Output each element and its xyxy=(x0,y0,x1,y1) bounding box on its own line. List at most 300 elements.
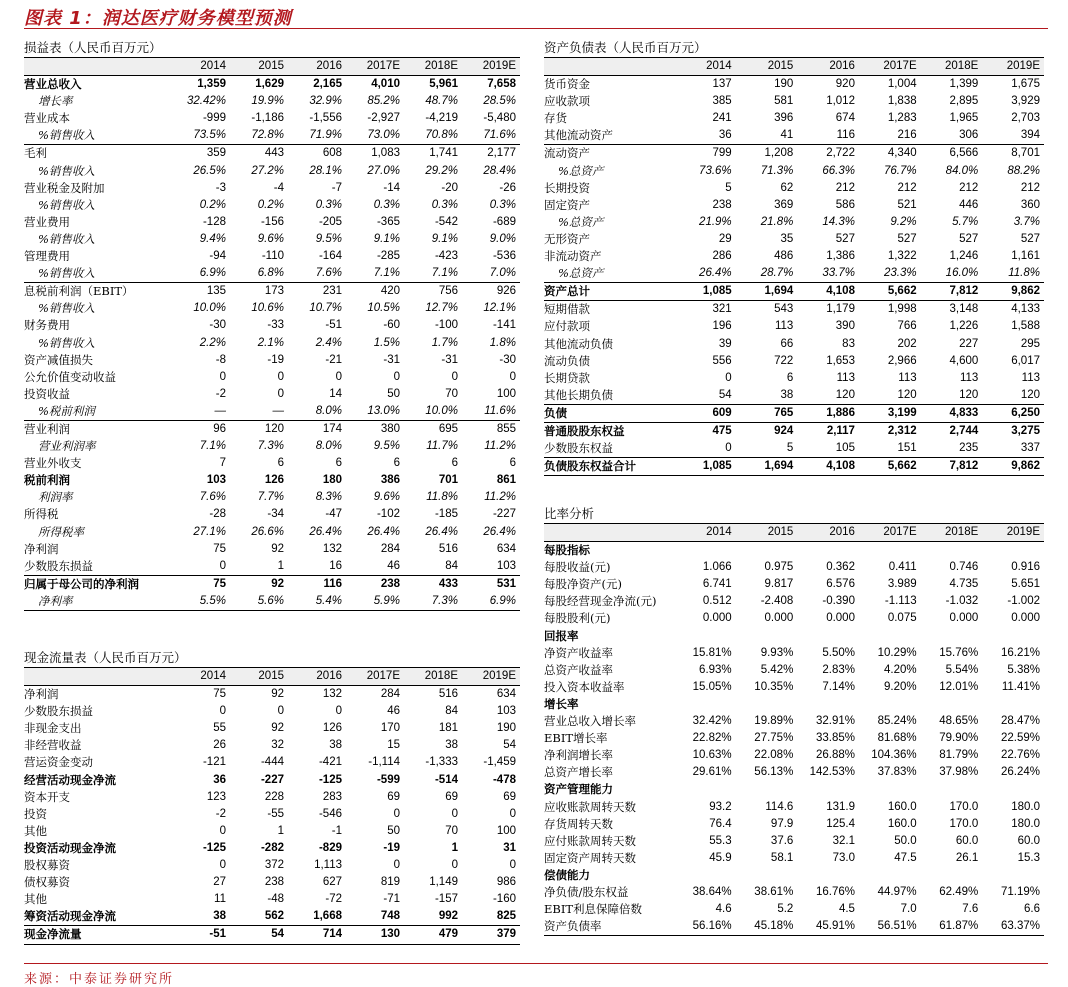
value-cell: 4,010 xyxy=(371,78,400,91)
value-cell: -0.390 xyxy=(822,595,855,608)
value-cell: 8.3% xyxy=(315,491,342,504)
value-cell: 926 xyxy=(496,285,516,298)
value-cell: 212 xyxy=(959,181,979,194)
value-cell: -8 xyxy=(215,353,226,366)
row-label: 股权募资 xyxy=(24,858,70,873)
year-header-row xyxy=(544,58,1044,76)
value-cell: 113 xyxy=(898,371,917,384)
table-row xyxy=(544,781,1044,798)
value-cell: 8,701 xyxy=(1011,147,1040,160)
table-row xyxy=(544,696,1044,713)
row-label: 资本开支 xyxy=(24,789,70,804)
value-cell: 394 xyxy=(982,127,1044,145)
value-cell: 7 xyxy=(219,457,226,470)
row-label: 营业外收支 xyxy=(24,456,82,471)
value-cell: 45.9 xyxy=(709,851,732,864)
value-cell: 114.6 xyxy=(765,800,794,813)
value-cell: 1,588 xyxy=(1011,320,1040,333)
value-cell: 37.83% xyxy=(877,766,917,779)
source-note: 来源：中泰证券研究所 xyxy=(24,972,175,987)
value-cell: -2,927 xyxy=(367,112,400,125)
row-label: 总资产增长率 xyxy=(544,765,613,780)
value-cell: 0 xyxy=(725,442,732,455)
value-cell: 0.2% xyxy=(199,198,226,211)
value-cell: 5 xyxy=(725,181,732,194)
value-cell: 609 xyxy=(674,404,736,422)
value-cell: 9.20% xyxy=(884,680,917,693)
value-cell: 0 xyxy=(219,824,226,837)
table-row xyxy=(544,559,1044,576)
table-row xyxy=(544,93,1044,110)
value-cell: 1 xyxy=(451,841,458,854)
year-header-row xyxy=(24,668,520,686)
value-cell xyxy=(982,628,1044,645)
value-cell: 5.54% xyxy=(945,663,979,676)
value-cell: 0.3% xyxy=(315,198,342,211)
value-cell: 4,340 xyxy=(887,147,917,160)
value-cell: 0 xyxy=(725,371,732,384)
value-cell: 0 xyxy=(451,859,458,872)
value-cell: 556 xyxy=(712,354,732,367)
value-cell: -121 xyxy=(202,756,226,769)
value-cell: 32.91% xyxy=(815,715,855,728)
value-cell: 41 xyxy=(736,127,798,145)
value-cell: 29.2% xyxy=(425,164,458,177)
value-cell: 4.20% xyxy=(884,663,917,676)
row-label: 少数股东损益 xyxy=(24,704,93,719)
table-row xyxy=(24,369,520,386)
value-cell: -51 xyxy=(172,926,230,944)
value-cell: 1,161 xyxy=(1011,250,1040,263)
value-cell xyxy=(674,781,736,798)
value-cell: 11.7% xyxy=(426,440,458,453)
table-row xyxy=(544,370,1044,387)
value-cell: 0.000 xyxy=(764,612,794,625)
value-cell: 359 xyxy=(206,147,226,160)
value-cell xyxy=(736,628,798,645)
value-cell: -4,219 xyxy=(425,112,458,125)
value-cell: 228 xyxy=(264,790,284,803)
value-cell: 92 xyxy=(271,542,284,555)
value-cell: 81.79% xyxy=(939,749,979,762)
row-label: 归属于母公司的净利润 xyxy=(24,575,172,593)
value-cell: 212 xyxy=(835,181,855,194)
value-cell: 27 xyxy=(213,876,226,889)
value-cell: -125 xyxy=(318,773,342,786)
value-cell: 85.24% xyxy=(877,715,917,728)
value-cell: 479 xyxy=(404,926,462,944)
value-cell: -365 xyxy=(376,215,400,228)
value-cell: 5.9% xyxy=(346,593,404,611)
value-cell: 113 xyxy=(959,371,979,384)
row-label: 其他 xyxy=(24,892,47,907)
value-cell: -71 xyxy=(383,893,400,906)
row-label: 每股净资产(元) xyxy=(544,577,622,592)
value-cell: 924 xyxy=(774,424,794,437)
value-cell: 531 xyxy=(462,575,520,593)
value-cell: -689 xyxy=(492,215,516,228)
row-label: 固定资产周转天数 xyxy=(544,850,636,865)
value-cell: 380 xyxy=(380,422,400,435)
value-cell: 7.14% xyxy=(822,680,855,693)
value-cell: 26.4% xyxy=(674,265,736,283)
row-label: %总资产 xyxy=(558,214,604,229)
table-row xyxy=(544,145,1044,163)
value-cell: -1,459 xyxy=(483,756,516,769)
value-cell: 7.1% xyxy=(346,265,404,283)
value-cell: 0 xyxy=(219,705,226,718)
row-label: 少数股东权益 xyxy=(544,441,613,456)
value-cell: 180 xyxy=(322,474,342,487)
year-header-cell: 2014 xyxy=(674,524,736,542)
row-label: 短期借款 xyxy=(544,302,590,317)
value-cell: 241 xyxy=(712,112,732,125)
value-cell: 0.2% xyxy=(257,198,284,211)
row-label: 应收款项 xyxy=(544,94,590,109)
value-cell: 113 xyxy=(1021,371,1040,384)
value-cell: 9.6% xyxy=(373,491,400,504)
value-cell: 10.5% xyxy=(367,302,400,315)
value-cell: 32.42% xyxy=(186,95,226,108)
value-cell: 11.2% xyxy=(484,491,516,504)
value-cell: 0.512 xyxy=(702,595,732,608)
value-cell: 19.89% xyxy=(754,715,794,728)
table-row xyxy=(24,874,520,891)
row-label: 货币资金 xyxy=(544,77,590,92)
value-cell: 3.989 xyxy=(887,578,917,591)
row-label: 所得税率 xyxy=(38,524,84,539)
value-cell: -285 xyxy=(376,250,400,263)
value-cell: 12.7% xyxy=(425,302,458,315)
value-cell: 26.4% xyxy=(367,525,400,538)
value-cell: 766 xyxy=(897,320,917,333)
value-cell: -28 xyxy=(209,508,226,521)
row-label: 投入资本收益率 xyxy=(544,679,625,694)
value-cell: 283 xyxy=(322,790,342,803)
table-row xyxy=(24,926,520,944)
year-header-row xyxy=(24,58,520,76)
value-cell: 486 xyxy=(774,250,794,263)
row-label: 应付账款周转天数 xyxy=(544,833,636,848)
value-cell: 1,012 xyxy=(826,95,855,108)
table-row xyxy=(544,730,1044,747)
value-cell: 38 xyxy=(736,387,798,405)
value-cell: 1 xyxy=(277,824,284,837)
value-cell: 0.000 xyxy=(949,612,979,625)
value-cell: 50 xyxy=(387,387,400,400)
value-cell: -1.113 xyxy=(884,595,917,608)
row-label: 营业总收入 xyxy=(24,77,82,92)
value-cell: 4,108 xyxy=(797,458,859,476)
row-label: 应付款项 xyxy=(544,319,590,334)
table-row xyxy=(24,840,520,857)
value-cell: 1,965 xyxy=(949,112,979,125)
value-cell: -3 xyxy=(215,181,226,194)
value-cell: 73.5% xyxy=(172,127,230,145)
year-header-cell: 2017E xyxy=(859,524,921,542)
row-label: 营业利润 xyxy=(24,421,70,436)
row-label: 存货 xyxy=(544,111,567,126)
row-label: 投资活动现金净流 xyxy=(24,840,116,855)
table-row xyxy=(24,214,520,231)
value-cell: 1,085 xyxy=(674,458,736,476)
value-cell: 31 xyxy=(503,841,516,854)
value-cell: 3,199 xyxy=(859,404,921,422)
value-cell: 70 xyxy=(445,824,458,837)
value-cell: 54 xyxy=(503,739,516,752)
value-cell: 22.76% xyxy=(1000,749,1040,762)
value-cell: 0 xyxy=(393,370,400,383)
value-cell: 1,322 xyxy=(887,250,917,263)
value-cell: 4,133 xyxy=(1011,303,1040,316)
value-cell: 586 xyxy=(835,198,855,211)
value-cell: -1.032 xyxy=(945,595,979,608)
value-cell: 701 xyxy=(438,474,458,487)
value-cell: 50 xyxy=(387,824,400,837)
ratio-analysis-table xyxy=(544,524,1044,936)
value-cell: 799 xyxy=(712,147,732,160)
table-row xyxy=(544,180,1044,197)
value-cell: 19.9% xyxy=(251,95,284,108)
row-label: 增长率 xyxy=(544,696,579,711)
value-cell: 2.1% xyxy=(257,336,284,349)
value-cell xyxy=(982,696,1044,713)
row-label: 其他流动资产 xyxy=(544,127,674,145)
table-row xyxy=(544,422,1044,440)
row-label: 长期投资 xyxy=(544,180,590,195)
row-label: %销售收入 xyxy=(38,231,95,246)
value-cell: 0.746 xyxy=(949,561,979,574)
value-cell: 202 xyxy=(897,337,917,350)
value-cell: 420 xyxy=(380,285,400,298)
value-cell: 7,658 xyxy=(487,78,516,91)
value-cell: 6 xyxy=(393,457,400,470)
value-cell: 45.91% xyxy=(797,918,859,936)
value-cell: 1,668 xyxy=(313,910,342,923)
value-cell: 76.7% xyxy=(884,164,917,177)
year-header-cell: 2016 xyxy=(797,58,859,76)
table-row xyxy=(544,76,1044,94)
value-cell: 22.82% xyxy=(692,732,732,745)
table-row xyxy=(544,884,1044,901)
value-cell: 4.6 xyxy=(715,903,732,916)
value-cell: -546 xyxy=(318,807,342,820)
table-row xyxy=(24,857,520,874)
value-cell: -47 xyxy=(325,508,342,521)
value-cell: -30 xyxy=(499,353,516,366)
value-cell: 81.68% xyxy=(877,732,917,745)
row-label: 营业总收入增长率 xyxy=(544,714,636,729)
value-cell: 84.0% xyxy=(945,164,979,177)
value-cell: -2 xyxy=(215,807,226,820)
value-cell: 28.5% xyxy=(483,95,516,108)
value-cell: -164 xyxy=(318,250,342,263)
row-label: %销售收入 xyxy=(38,197,95,212)
table-row xyxy=(24,300,520,317)
value-cell: 1,694 xyxy=(736,283,798,301)
value-cell: 0.000 xyxy=(702,612,732,625)
value-cell: 29 xyxy=(718,232,732,245)
row-label: %销售收入 xyxy=(38,301,95,316)
row-label: 净负债/股东权益 xyxy=(544,884,629,899)
value-cell: 14 xyxy=(329,387,342,400)
value-cell: 26.88% xyxy=(815,749,855,762)
value-cell: 3,929 xyxy=(1011,95,1040,108)
table-row xyxy=(544,458,1044,476)
row-label: 无形资产 xyxy=(544,231,590,246)
value-cell: 6.9% xyxy=(172,265,230,283)
value-cell: 36 xyxy=(674,127,736,145)
value-cell: 47.5 xyxy=(894,851,917,864)
value-cell: 11 xyxy=(214,893,226,906)
value-cell: -542 xyxy=(434,215,458,228)
row-label: 净利润 xyxy=(24,541,59,556)
value-cell: 284 xyxy=(380,688,400,701)
value-cell: 11.6% xyxy=(462,403,520,421)
value-cell: 7.3% xyxy=(404,593,462,611)
value-cell: -421 xyxy=(318,756,342,769)
row-label: 公允价值变动收益 xyxy=(24,369,116,384)
value-cell: 5.7% xyxy=(952,215,979,228)
value-cell: 37.6 xyxy=(770,834,794,847)
value-cell: -1,186 xyxy=(251,112,284,125)
table-row xyxy=(544,283,1044,301)
table-row xyxy=(24,558,520,576)
value-cell: 1,886 xyxy=(797,404,859,422)
ratio-analysis-panel xyxy=(544,504,1044,936)
table-row xyxy=(24,489,520,506)
value-cell: 16.76% xyxy=(815,885,855,898)
value-cell: 1,386 xyxy=(826,250,855,263)
year-header-cell: 2015 xyxy=(230,668,288,686)
value-cell: -60 xyxy=(383,319,400,332)
row-label: 少数股东损益 xyxy=(24,558,93,573)
table-row xyxy=(24,127,520,145)
value-cell: 7.6% xyxy=(199,491,226,504)
year-header-cell: 2016 xyxy=(288,58,346,76)
balance-sheet-table xyxy=(544,58,1044,476)
value-cell: -128 xyxy=(202,215,226,228)
value-cell: 1,675 xyxy=(1011,78,1040,91)
value-cell: 1,004 xyxy=(887,78,917,91)
value-cell: 96 xyxy=(213,422,226,435)
value-cell: 527 xyxy=(897,232,917,245)
value-cell: 26.4% xyxy=(483,525,516,538)
value-cell xyxy=(797,628,859,645)
value-cell: -444 xyxy=(260,756,284,769)
value-cell: 8.0% xyxy=(315,440,342,453)
value-cell: 60.0 xyxy=(955,834,979,847)
table-row xyxy=(24,472,520,489)
value-cell: 0.916 xyxy=(1011,561,1040,574)
row-label: 营业税金及附加 xyxy=(24,180,105,195)
row-label: EBIT增长率 xyxy=(544,731,608,746)
table-row xyxy=(24,806,520,823)
value-cell: 2,722 xyxy=(826,147,855,160)
value-cell: 16.21% xyxy=(1000,646,1040,659)
value-cell: 38.61% xyxy=(754,885,794,898)
value-cell: 38 xyxy=(445,739,458,752)
value-cell: 3.7% xyxy=(1013,215,1040,228)
table-row xyxy=(24,541,520,558)
value-cell: -1,114 xyxy=(368,756,400,769)
value-cell: 105 xyxy=(835,442,855,455)
value-cell: 379 xyxy=(462,926,520,944)
row-label: 资产总计 xyxy=(544,283,674,301)
value-cell: 28.1% xyxy=(309,164,342,177)
table-row xyxy=(544,214,1044,231)
value-cell: 819 xyxy=(380,876,400,889)
value-cell: -829 xyxy=(318,841,342,854)
value-cell: 10.29% xyxy=(877,646,917,659)
value-cell: -14 xyxy=(383,181,400,194)
value-cell: 15.3 xyxy=(1017,851,1040,864)
year-header-cell: 2019E xyxy=(982,58,1044,76)
value-cell: 26.4% xyxy=(309,525,342,538)
value-cell: 5.651 xyxy=(1011,578,1040,591)
value-cell: -1.002 xyxy=(1007,595,1040,608)
cashflow-statement-table xyxy=(24,668,520,945)
value-cell: -2.408 xyxy=(760,595,794,608)
value-cell: 516 xyxy=(438,542,458,555)
row-label: 税前利润 xyxy=(24,473,70,488)
value-cell: 2,312 xyxy=(887,424,917,437)
value-cell: -55 xyxy=(267,807,284,820)
income-statement-panel xyxy=(24,38,520,611)
value-cell: 26 xyxy=(213,739,226,752)
value-cell xyxy=(797,781,859,798)
value-cell: 55.3 xyxy=(709,834,732,847)
value-cell: 1,998 xyxy=(887,303,917,316)
year-header-cell: 2016 xyxy=(797,524,859,542)
value-cell: 48.65% xyxy=(939,715,979,728)
value-cell: 103 xyxy=(206,474,226,487)
row-label: 每股经营现金净流(元) xyxy=(544,594,657,609)
value-cell: -999 xyxy=(202,112,226,125)
value-cell: 9.6% xyxy=(257,232,284,245)
row-label: 净资产收益率 xyxy=(544,645,613,660)
table-row xyxy=(544,248,1044,265)
value-cell: 46 xyxy=(387,705,400,718)
title-rule xyxy=(24,28,1048,29)
value-cell: 75 xyxy=(213,688,226,701)
year-header-cell: 2019E xyxy=(462,668,520,686)
value-cell: 32.9% xyxy=(309,95,342,108)
row-label: 总资产收益率 xyxy=(544,662,613,677)
value-cell: 0.3% xyxy=(373,198,400,211)
value-cell: -185 xyxy=(434,508,458,521)
value-cell: 50.0 xyxy=(894,834,917,847)
value-cell: 190 xyxy=(774,78,794,91)
value-cell: 6.741 xyxy=(702,578,732,591)
value-cell xyxy=(859,542,921,560)
value-cell: 27.75% xyxy=(754,732,794,745)
table-row xyxy=(24,283,520,301)
value-cell: 38 xyxy=(213,910,226,923)
value-cell: 7.1% xyxy=(199,440,226,453)
value-cell: 9.0% xyxy=(489,232,516,245)
row-label: %税前利润 xyxy=(24,403,172,421)
table-row xyxy=(544,318,1044,335)
value-cell: 1,179 xyxy=(826,303,855,316)
table-row xyxy=(24,265,520,283)
value-cell xyxy=(797,867,859,884)
table-row xyxy=(544,387,1044,405)
value-cell: 63.37% xyxy=(982,918,1044,936)
value-cell: 286 xyxy=(712,250,732,263)
value-cell: 2,177 xyxy=(487,147,516,160)
row-label: 净利润增长率 xyxy=(544,748,613,763)
